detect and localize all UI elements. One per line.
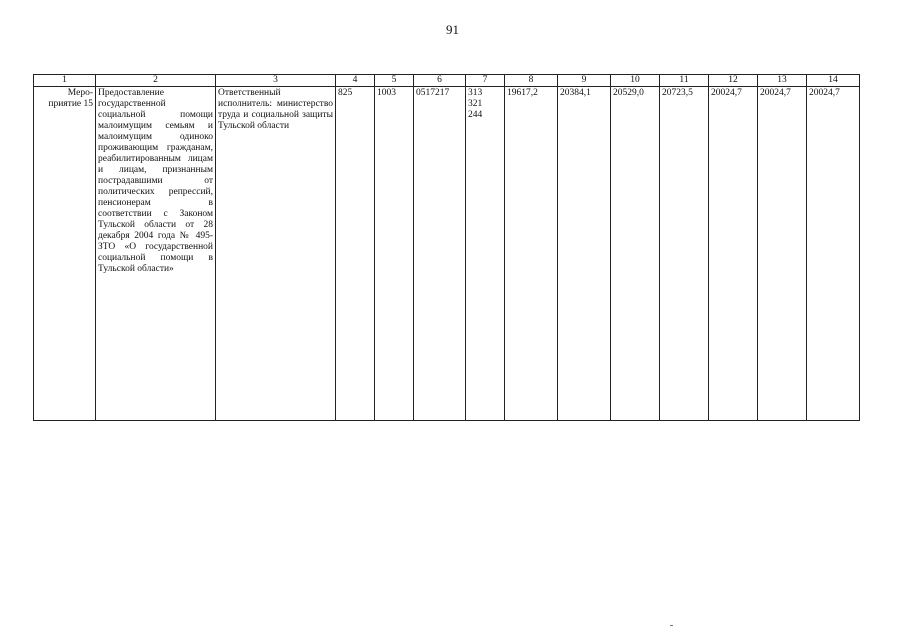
- page-number: 91: [446, 22, 459, 37]
- cell-col7: 313 321 244: [466, 87, 505, 421]
- cell-col10: 20529,0: [611, 87, 660, 421]
- column-header-6: 6: [414, 75, 466, 87]
- budget-table: [33, 74, 860, 421]
- column-header-10: 10: [611, 75, 660, 87]
- cell-col13: 20024,7: [758, 87, 807, 421]
- activity-label: Меро- приятие 15: [34, 87, 96, 421]
- column-header-9: 9: [558, 75, 611, 87]
- column-header-7: 7: [466, 75, 505, 87]
- column-header-1: 1: [34, 75, 96, 87]
- cell-col9: 20384,1: [558, 87, 611, 421]
- cell-col14: 20024,7: [807, 87, 860, 421]
- column-header-4: 4: [336, 75, 375, 87]
- column-header-8: 8: [505, 75, 558, 87]
- cell-col6: 0517217: [414, 87, 466, 421]
- column-header-14: 14: [807, 75, 860, 87]
- cell-col12: 20024,7: [709, 87, 758, 421]
- scan-speck: [670, 625, 673, 626]
- column-header-5: 5: [375, 75, 414, 87]
- column-header-3: 3: [216, 75, 336, 87]
- column-header-2: 2: [96, 75, 216, 87]
- column-number-header-row: [34, 75, 860, 87]
- activity-name: Предоставление государственной социальной помощи малоимущим семьям и малоимущим одиноко проживающим гражданам, реабилитированным лицам и лицам, признанным пострадавшими от политических репрессий, пенсионерам в соответствии с Законом Тульской области от 28 декабря 2004 года № 495-ЗТО «О государственной социальной помощи в Тульской области»: [96, 87, 216, 421]
- column-header-12: 12: [709, 75, 758, 87]
- table-row: [34, 87, 860, 421]
- column-header-13: 13: [758, 75, 807, 87]
- cell-col5: 1003: [375, 87, 414, 421]
- column-header-11: 11: [660, 75, 709, 87]
- responsible-executor: Ответственный исполнитель: министерство труда и социальной защиты Тульской области: [216, 87, 336, 421]
- cell-col8: 19617,2: [505, 87, 558, 421]
- cell-col4: 825: [336, 87, 375, 421]
- cell-col11: 20723,5: [660, 87, 709, 421]
